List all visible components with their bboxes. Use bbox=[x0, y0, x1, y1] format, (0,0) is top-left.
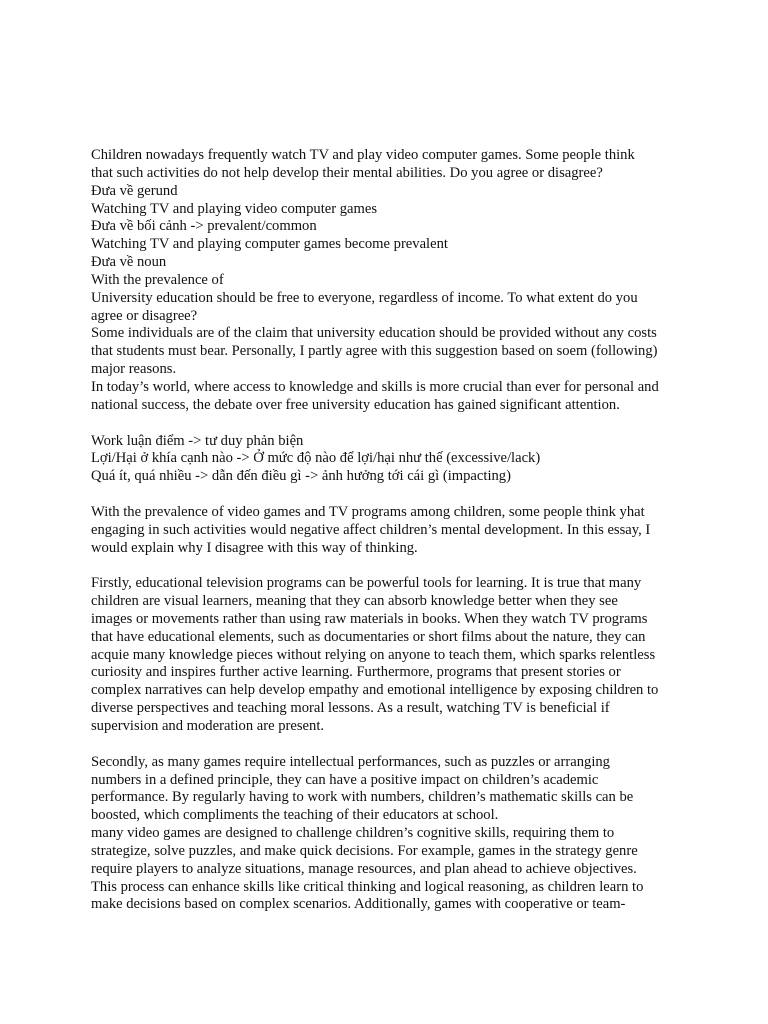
text-line: diverse perspectives and teaching moral lessons. As a result, watching TV is beneficial if bbox=[91, 700, 610, 717]
text-line: Watching TV and playing video computer games bbox=[91, 200, 378, 217]
text-line: Secondly, as many games require intellectual performances, such as puzzles or arranging bbox=[91, 753, 610, 770]
text-line: boosted, which compliments the teaching of their educators at school. bbox=[91, 807, 499, 824]
text-line: would explain why I disagree with this way of thinking. bbox=[91, 539, 418, 556]
text-line: images or movements rather than using raw materials in books. When they watch TV programs bbox=[91, 610, 648, 627]
text-line: Lợi/Hại ở khía cạnh nào -> Ở mức độ nào để lợi/hại như thế (excessive/lack) bbox=[91, 450, 541, 467]
blank-line bbox=[91, 415, 691, 433]
text-line: acquie many knowledge pieces without relying on anyone to teach them, which sparks relentless bbox=[91, 646, 656, 663]
text-line: Đưa về gerund bbox=[91, 182, 178, 199]
text-line: major reasons. bbox=[91, 361, 177, 378]
text-line: numbers in a defined principle, they can have a positive impact on children’s academic bbox=[91, 771, 599, 788]
blank-line bbox=[91, 736, 691, 754]
text-line: strategize, solve puzzles, and make quick decisions. For example, games in the strategy genre bbox=[91, 842, 638, 859]
text-line: Watching TV and playing computer games become prevalent bbox=[91, 236, 448, 253]
text-line: Đưa về noun bbox=[91, 254, 167, 271]
text-line: complex narratives can help develop empathy and emotional intelligence by exposing children to bbox=[91, 682, 659, 699]
text-line: children are visual learners, meaning that they can absorb knowledge better when they see bbox=[91, 593, 618, 610]
document-body bbox=[91, 147, 691, 914]
text-line: national success, the debate over free university education has gained significant attention. bbox=[91, 396, 620, 413]
text-line: With the prevalence of video games and TV programs among children, some people think yhat bbox=[91, 503, 645, 520]
blank-line bbox=[91, 557, 691, 575]
text-line: many video games are designed to challenge children’s cognitive skills, requiring them to bbox=[91, 825, 615, 842]
text-line: agree or disagree? bbox=[91, 307, 198, 324]
text-line: University education should be free to everyone, regardless of income. To what extent do you bbox=[91, 289, 638, 306]
blank-line bbox=[91, 486, 691, 504]
text-line: In today’s world, where access to knowledge and skills is more crucial than ever for personal and bbox=[91, 378, 659, 395]
text-line: Work luận điểm -> tư duy phản biện bbox=[91, 432, 304, 449]
text-line: that students must bear. Personally, I partly agree with this suggestion based on soem (following) bbox=[91, 343, 658, 360]
text-line: This process can enhance skills like critical thinking and logical reasoning, as children learn to bbox=[91, 878, 644, 895]
text-line: that have educational elements, such as documentaries or short films about the nature, they can bbox=[91, 628, 646, 645]
text-line: Firstly, educational television programs can be powerful tools for learning. It is true that many bbox=[91, 575, 642, 592]
text-line: engaging in such activities would negative affect children’s mental development. In this essay, I bbox=[91, 521, 651, 538]
text-line: supervision and moderation are present. bbox=[91, 718, 325, 734]
text-line: Quá ít, quá nhiều -> dẫn đến điều gì -> ảnh hưởng tới cái gì (impacting) bbox=[91, 468, 511, 485]
text-line: Đưa về bối cảnh -> prevalent/common bbox=[91, 218, 317, 235]
text-line: performance. By regularly having to work with numbers, children’s mathematic skills can be bbox=[91, 789, 634, 806]
text-line: curiosity and inspires further active learning. Furthermore, programs that present stories or bbox=[91, 664, 621, 681]
text-line: With the prevalence of bbox=[91, 271, 224, 288]
text-line: make decisions based on complex scenarios. Additionally, games with cooperative or team- bbox=[91, 896, 626, 913]
text-line: require players to analyze situations, manage resources, and plan ahead to achieve objectives. bbox=[91, 860, 637, 877]
text-line: Some individuals are of the claim that university education should be provided without any costs bbox=[91, 325, 657, 342]
text-line: Children nowadays frequently watch TV and play video computer games. Some people think bbox=[91, 147, 635, 163]
text-line: that such activities do not help develop their mental abilities. Do you agree or disagree? bbox=[91, 164, 603, 181]
